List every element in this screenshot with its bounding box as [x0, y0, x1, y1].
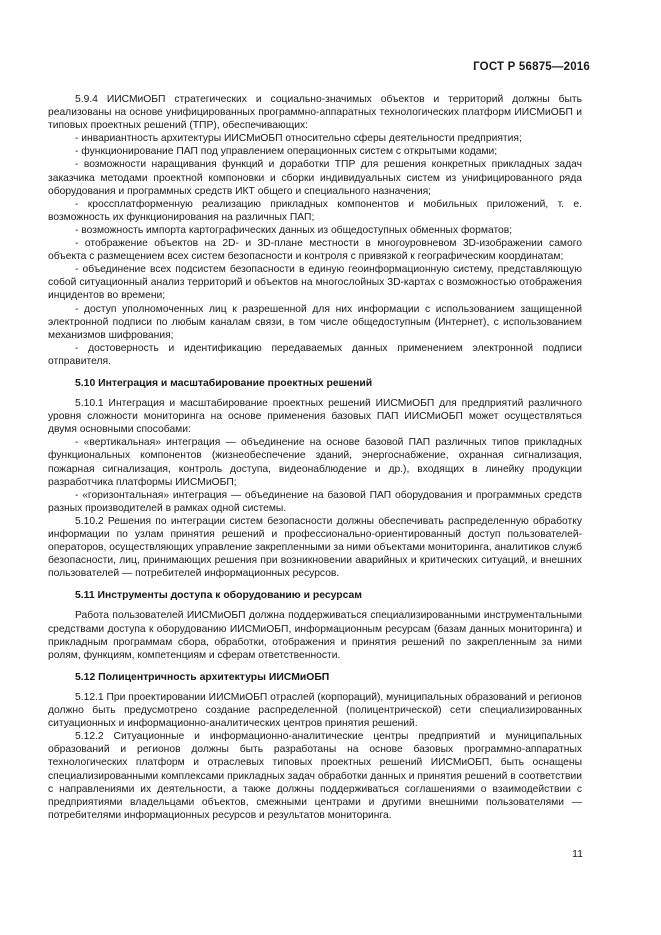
heading-5-12: 5.12 Полицентричность архитектуры ИИСМиОБП	[75, 671, 330, 683]
paragraph-5-12-1: 5.12.1 При проектировании ИИСМиОБП отраслей (корпораций), муниципальных образований и регионов должно быть предусмотрено создание распределенной (полицентрической) сети специализированных ситуационных и информационно-аналитических центров принятия решений.	[48, 691, 582, 730]
paragraph-5-11: Работа пользователей ИИСМиОБП должна поддерживаться специализированными инструментальными средствами доступа к оборудованию ИИСМиОБП, информационным ресурсам (базам данных мониторинга) и прикладным программам сбора, обработки, отображения и принятия решений по закрепленным за ними ролям, функциям, компетенциям и сферам ответственности.	[48, 610, 582, 661]
list-item: - кроссплатформенную реализацию прикладных компонентов и мобильных приложений, т. е. возможность их функционирования на различных ПАП;	[48, 198, 582, 223]
list-item: - «вертикальная» интеграция — объединение на основе базовой ПАП различных типов прикладных функциональных компонентов (жизнеобеспечение зданий, энергоснабжение, охранная сигнализация, пожарная сигнализация, контроль доступа, видеонаблюдение и др.), входящих в линейку продукции разработчика платформы ИИСМиОБП;	[48, 437, 582, 488]
list-item: - возможности наращивания функций и доработки ТПР для решения конкретных прикладных задач заказчика методами проектной компоновки и сборки индивидуальных систем из унифицированного ряда оборудования и программных средств ИКТ общего и специального назначения;	[48, 159, 582, 197]
list-item: - «горизонтальная» интеграция — объединение на базовой ПАП оборудования и программных средств разных производителей в рамках одной системы.	[48, 489, 582, 514]
standard-code: ГОСТ Р 56875—2016	[473, 61, 590, 73]
page-number: 11	[572, 848, 583, 860]
list-item: - функционирование ПАП под управлением операционных систем с открытыми кодами;	[75, 146, 498, 158]
paragraph-5-10-1: 5.10.1 Интеграция и масштабирование проектных решений ИИСМиОБП для предприятий различного уровня сложности мониторинга на основе применения базовых ПАП ИИСМиОБП может осуществляться двумя основными способами:	[48, 398, 582, 436]
paragraph-5-9-4: 5.9.4 ИИСМиОБП стратегических и социально-значимых объектов и территорий должны быть реализованы на основе унифицированных программно-аппаратных технологических платформ ИИСМиОБП и типовых проектных решений (ТПР), обеспечивающих:	[48, 94, 582, 132]
paragraph-5-10-2: 5.10.2 Решения по интеграции систем безопасности должны обеспечивать распределенную обработку информации по узлам принятия решений и профессионально-ориентированный доступ пользователей-операторов, осуществляющих управление закрепленными за ними объектами мониторинга, аналитиков служб безопасности, лиц, принимающих решения при возникновении аварийных и критических ситуаций, и внешних пользователей — потребителей информационных ресурсов.	[48, 515, 582, 580]
list-item: - объединение всех подсистем безопасности в единую геоинформационную систему, представляющую собой ситуационный анализ территорий и объектов на многослойных 3D-картах с возможностью отображения инцидентов во времени;	[48, 264, 582, 302]
list-item: - возможность импорта картографических данных из общедоступных обменных форматов;	[75, 224, 513, 236]
list-item: - доступ уполномоченных лиц к разрешенной для них информации с использованием защищенной электронной подписи по любым каналам связи, в том числе общедоступным (Интернет), с использованием механизмов шифрования;	[48, 303, 582, 341]
heading-5-11: 5.11 Инструменты доступа к оборудованию и ресурсам	[75, 590, 362, 602]
list-item: - отображение объектов на 2D- и 3D-плане местности в многоуровневом 3D-изображении самого объекта с размещением всех систем безопасности и контроля с привязкой к географическим координатам;	[48, 238, 582, 263]
heading-5-10: 5.10 Интеграция и масштабирование проектных решений	[75, 377, 373, 389]
list-item: - инвариантность архитектуры ИИСМиОБП относительно сферы деятельности предприятия;	[75, 133, 522, 145]
document-body	[48, 93, 582, 822]
paragraph-5-12-2: 5.12.2 Ситуационные и информационно-аналитические центры предприятий и муниципальных образований и регионов должны быть разработаны на основе базовых программно-аппаратных технологических платформ и отраслевых типовых проектных решений ИИСМиОБП, быть оснащены специализированными комплексами прикладных задач обработки данных и принятия решений в соответствии с направлениями их деятельности, а также должны поддерживаться соглашениями о взаимодействии с предприятиями владельцами объектов, смежными центрами и другими внешними пользователями — потребителями информационных ресурсов и результатов мониторинга.	[48, 731, 582, 821]
list-item: - достоверность и идентификацию передаваемых данных применением электронной подписи отправителя.	[48, 342, 582, 367]
